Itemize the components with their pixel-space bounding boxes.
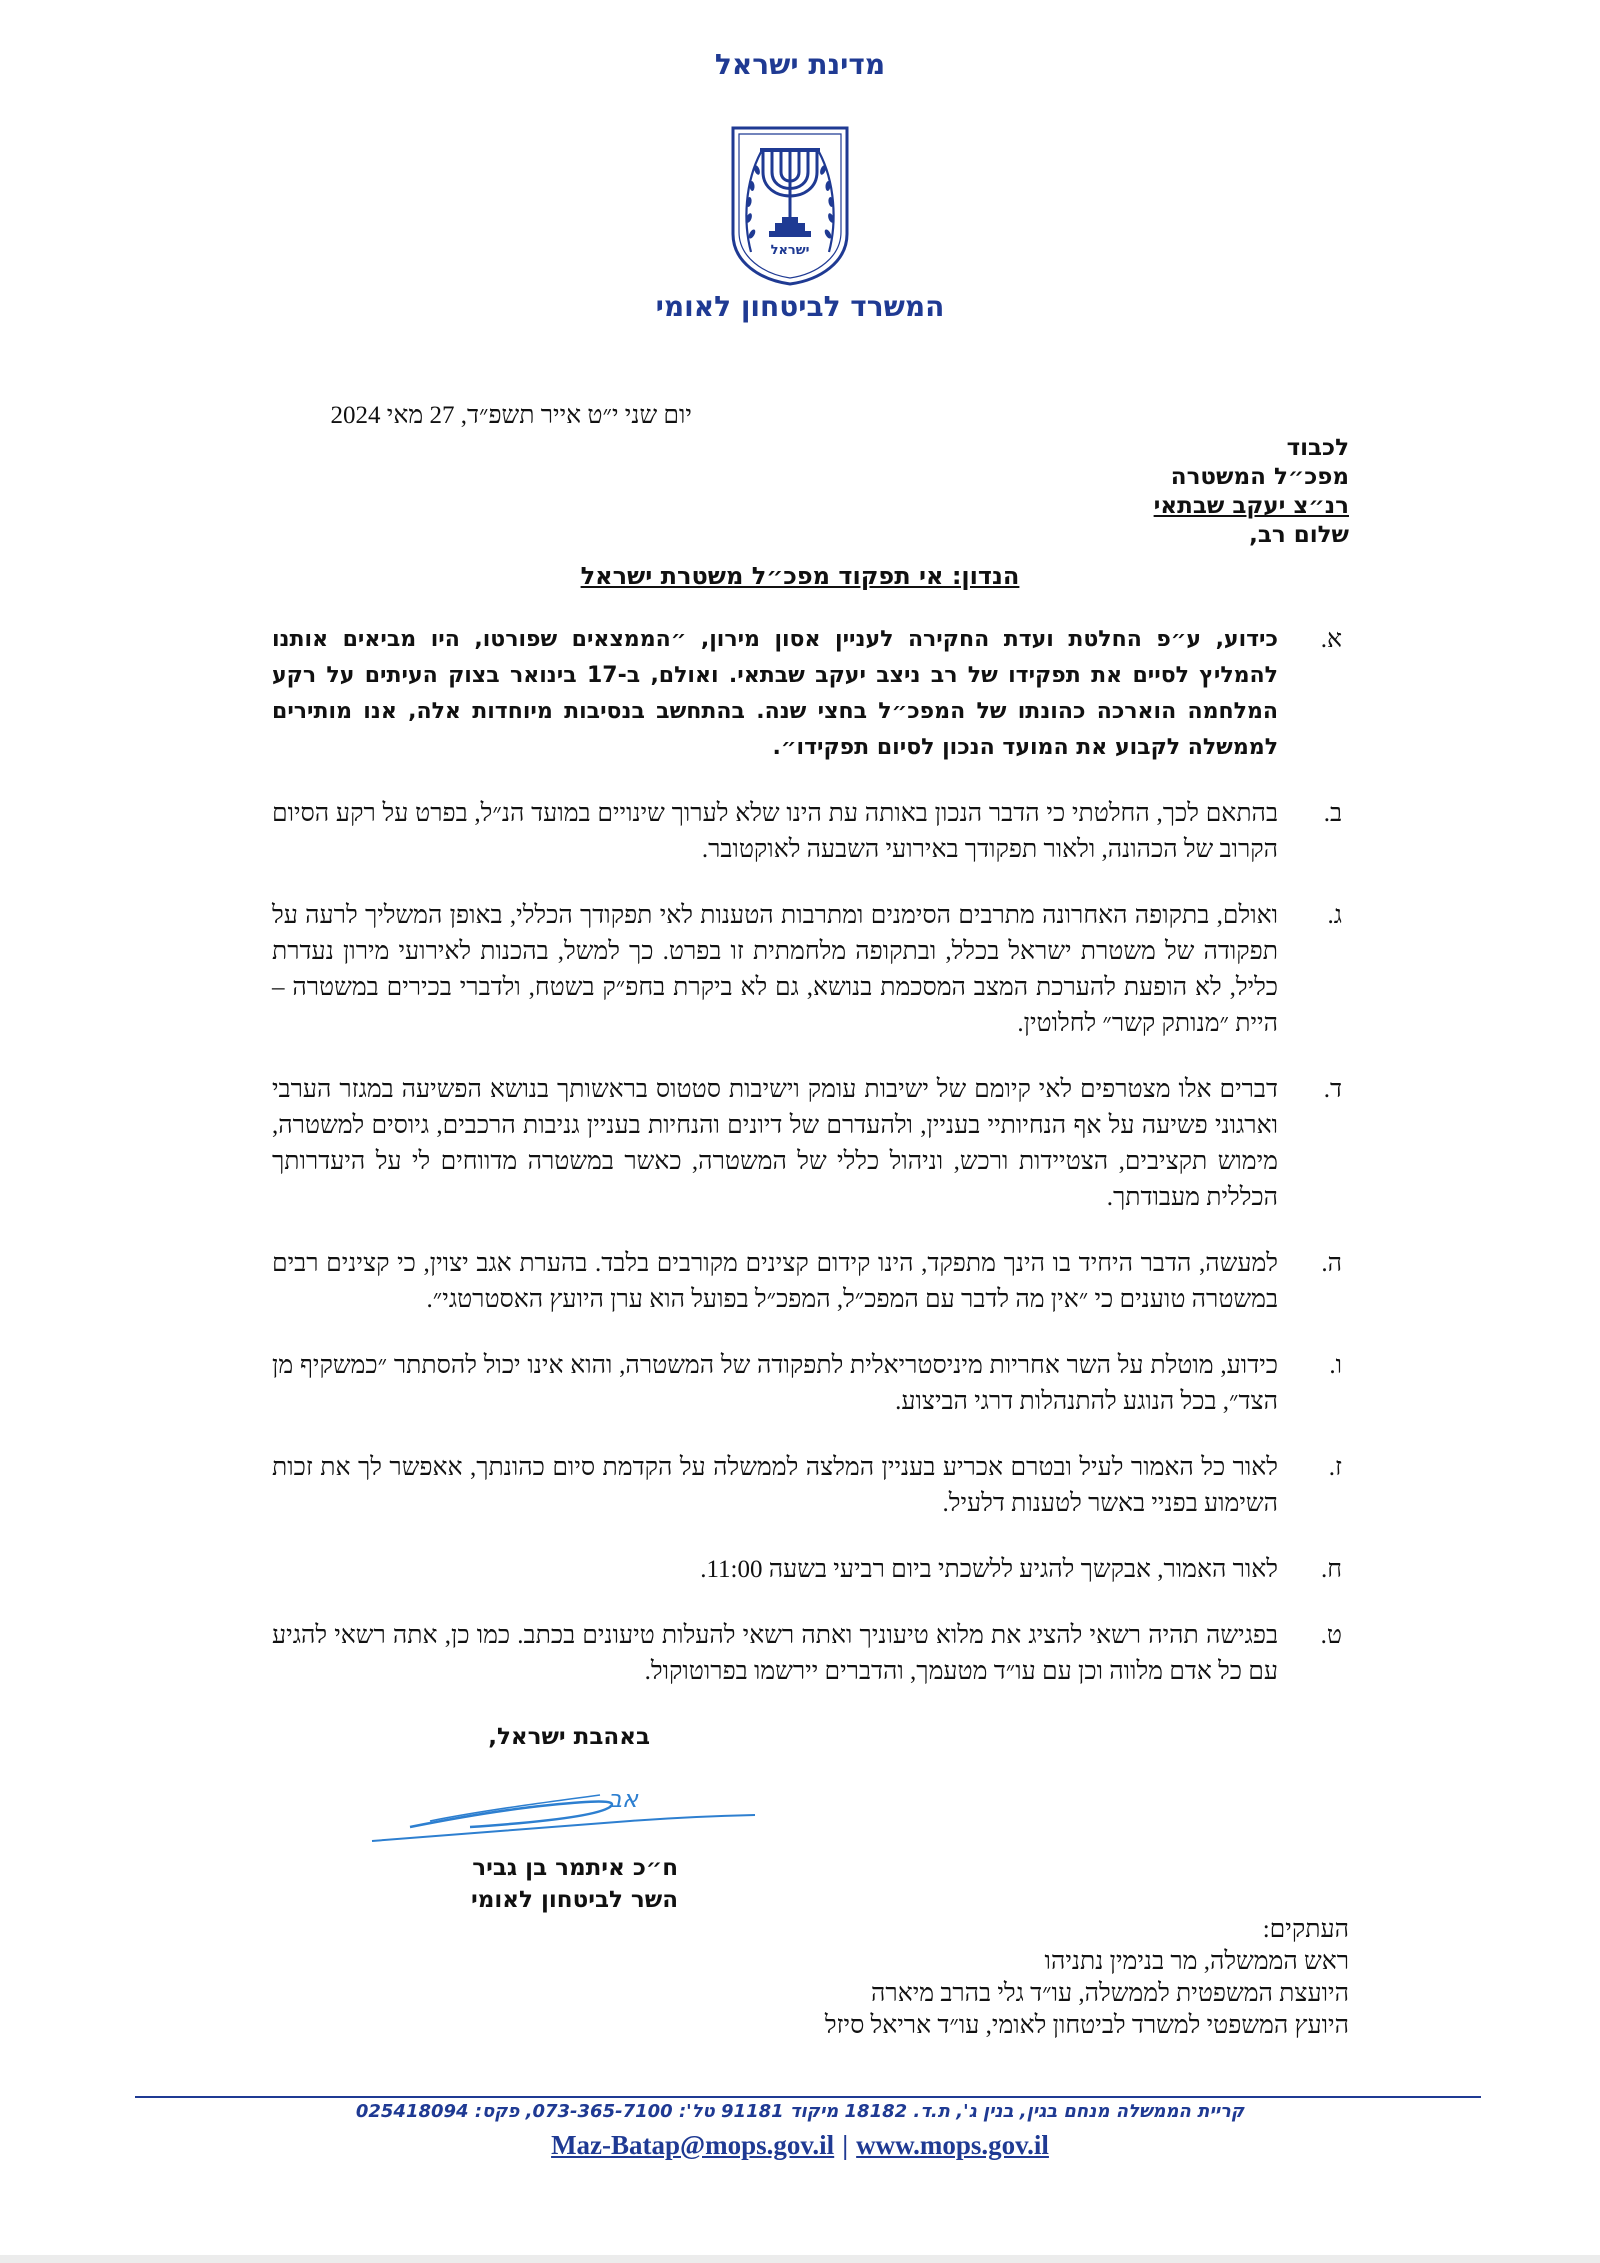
item-letter: ג. — [1327, 902, 1342, 929]
addressee-line: לכבוד — [1286, 435, 1349, 461]
signer-title: השר לביטחון לאומי — [471, 1887, 678, 1913]
state-name: מדינת ישראל — [714, 48, 886, 81]
signer-block — [471, 1852, 678, 1916]
signature-initials: אב — [608, 1785, 638, 1813]
item-text: דברים אלו מצטרפים לאי קיומם של ישיבות עומק וישיבות סטטוס בראשותך בנושא הפשיעה במגזר הערבי וארגוני פשיעה על אף הנחיותיי בעניין, ולהעדרם של דיונים והנחיות בעניין גניבות הרכבים, גיוסים למשטרה, מימוש תקציבים, הצטיידות ורכש, וניהול כללי של המשטרה, כאשר במשטרה מדווחים לי על היעדרותך הכללית מעבודתך. — [272, 1076, 1278, 1211]
item-letter: ב. — [1323, 800, 1342, 827]
addressee-name: רנ״צ יעקב שבתאי — [1153, 493, 1349, 519]
list-item — [272, 1348, 1342, 1420]
item-letter: ח. — [1320, 1556, 1342, 1583]
closing-salutation: באהבת ישראל, — [488, 1724, 650, 1750]
footer-address: קריית הממשלה מנחם בגין, בנין ג', ת.ד. 18182 מיקוד 91181 טל': 073-365-7100, פקס: 025418094 — [355, 2101, 1245, 2122]
copy-recipient: היועצת המשפטית לממשלה, עו״ד גלי בהרב מיארה — [871, 1980, 1349, 2007]
website-link[interactable]: www.mops.gov.il — [856, 2130, 1049, 2160]
copy-recipient: היועץ המשפטי למשרד לביטחון לאומי, עו״ד אריאל סיזל — [824, 2012, 1349, 2039]
item-text: לאור האמור, אבקשך להגיע ללשכתי ביום רביעי בשעה 11:00. — [700, 1556, 1278, 1583]
menorah-emblem-icon — [725, 122, 855, 288]
footer-separator: | — [842, 2130, 849, 2160]
footer-links — [0, 2130, 1600, 2161]
greeting: שלום רב, — [1249, 522, 1349, 548]
item-text: כידוע, ע״פ החלטת ועדת החקירה לעניין אסון מירון, ״הממצאים שפורטו, היו מביאים אותנו להמליץ לסיים את תפקידו של רב ניצב יעקב שבתאי. ואולם, ב-17 בינואר בצוק העיתים על רקע המלחמה הוארכה כהונתו של המפכ״ל בחצי שנה. בהתחשב בנסיבות מיוחדות אלה, אנו מותירים לממשלה לקבוע את המועד הנכון לסיום תפקידו״. — [272, 627, 1278, 760]
list-item — [272, 1246, 1342, 1318]
item-text: בהתאם לכך, החלטתי כי הדבר הנכון באותה עת הינו שלא לערוך שינויים במועד הנ״ל, בפרט על רקע הסיום הקרוב של הכהונה, ולאור תפקודך באירועי השבעה לאוקטובר. — [272, 800, 1278, 863]
copies-heading: העתקים: — [1262, 1916, 1349, 1943]
list-item — [272, 1618, 1342, 1690]
handwritten-signature — [370, 1765, 760, 1855]
emblem-label: ישראל — [770, 243, 810, 258]
item-letter: ז. — [1328, 1454, 1342, 1481]
list-item — [272, 1450, 1342, 1522]
copies-block — [825, 1914, 1349, 2042]
list-item — [272, 796, 1342, 868]
list-item — [272, 1072, 1342, 1216]
item-letter: ט. — [1320, 1622, 1342, 1649]
list-item — [272, 898, 1342, 1042]
item-letter: ה. — [1321, 1250, 1342, 1277]
item-text: לאור כל האמור לעיל ובטרם אכריע בעניין המלצה לממשלה על הקדמת סיום כהונתך, אאפשר לך את זכות השימוע בפניי באשר לטענות דלעיל. — [272, 1454, 1278, 1517]
list-item — [272, 1552, 1342, 1588]
ministry-name: המשרד לביטחון לאומי — [655, 290, 945, 323]
letter-date: יום שני י״ט אייר תשפ״ד, 27 מאי 2024 — [330, 402, 692, 429]
item-text: למעשה, הדבר היחיד בו הינך מתפקד, הינו קידום קצינים מקורבים בלבד. בהערת אגב יצוין, כי קצינים רבים במשטרה טוענים כי ״אין מה לדבר עם המפכ״ל, המפכ״ל בפועל הוא ערן היועץ האסטרטגי״. — [272, 1250, 1278, 1313]
email-link[interactable]: Maz-Batap@mops.gov.il — [551, 2130, 835, 2160]
addressee-block — [1154, 434, 1349, 550]
item-letter: ו. — [1329, 1352, 1342, 1379]
letter-items — [272, 622, 1342, 1720]
item-text: כידוע, מוטלת על השר אחריות מיניסטריאלית לתפקודה של המשטרה, והוא אינו יכול להסתתר ״כמשקיף מן הצד״, בכל הנוגע להתנהלות דרגי הביצוע. — [272, 1352, 1278, 1415]
subject-line — [0, 562, 1600, 590]
signer-name: ח״כ איתמר בן גביר — [472, 1855, 678, 1881]
item-letter: א. — [1320, 626, 1342, 653]
item-text: בפגישה תהיה רשאי להציג את מלוא טיעוניך ואתה רשאי להעלות טיעונים בכתב. כמו כן, אתה רשאי להגיע עם כל אדם מלווה וכן עם עו״ד מטעמך, והדברים יירשמו בפרוטוקול. — [272, 1622, 1278, 1685]
list-item — [272, 622, 1342, 766]
page-bottom-edge — [0, 2255, 1600, 2263]
item-letter: ד. — [1323, 1076, 1342, 1103]
copy-recipient: ראש הממשלה, מר בנימין נתניהו — [1044, 1948, 1349, 1975]
addressee-line: מפכ״ל המשטרה — [1170, 464, 1349, 490]
footer-divider — [135, 2096, 1481, 2098]
item-text: ואולם, בתקופה האחרונה מתרבים הסימנים ומתרבות הטענות לאי תפקודך הכללי, באופן המשליך לרעה על תפקודה של משטרת ישראל בכלל, ובתקופה מלחמתית זו בפרט. כך למשל, בהכנות לאירועי מירון נעדרת כליל, לא הופעת להערכת המצב המסכמת בנושא, גם לא ביקרת בחפ״ק בשטח, ולדברי בכירים במשטרה – היית ״מנותק קשר״ לחלוטין. — [272, 902, 1278, 1037]
subject-text: הנדון: אי תפקוד מפכ״ל משטרת ישראל — [580, 562, 1020, 590]
